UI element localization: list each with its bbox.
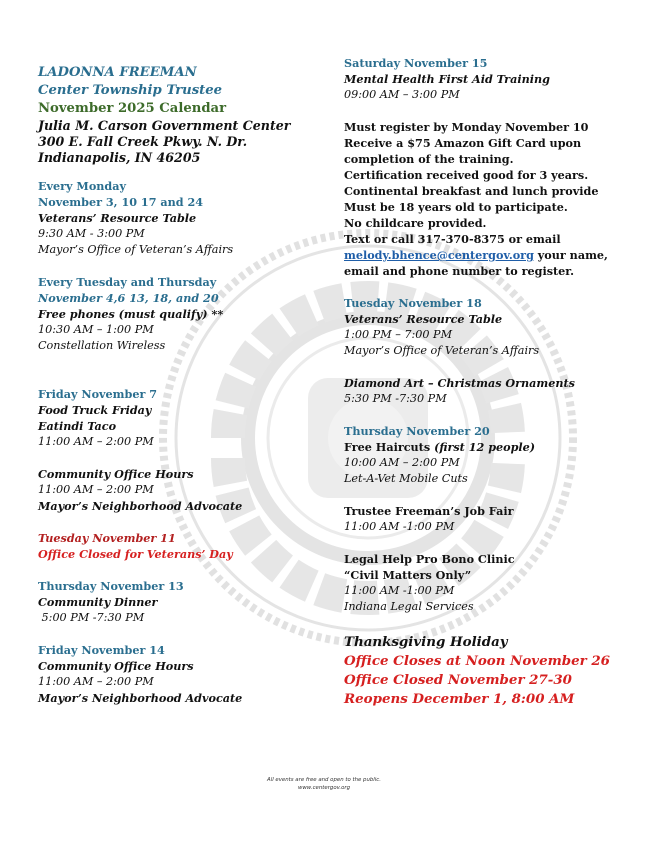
thanksgiving-line-1: Office Closes at Noon November 26 (344, 653, 610, 669)
thanksgiving-line-2: Office Closed November 27-30 (344, 672, 572, 688)
thu13-heading: Thursday November 13 (38, 579, 184, 593)
registration-email-line (344, 247, 634, 263)
left-column (38, 64, 338, 706)
tuethu-heading: Every Tuesday and Thursday (38, 275, 217, 289)
office-hours-time: 11:00 AM – 2:00 PM (38, 483, 154, 496)
tue18-event-title: Veterans’ Resource Table (344, 312, 503, 326)
first-aid-title: Mental Health First Aid Training (344, 72, 550, 86)
thanksgiving-title: Thanksgiving Holiday (344, 634, 508, 650)
diamond-art-title: Diamond Art – Christmas Ornaments (344, 376, 575, 390)
legal-clinic-time: 11:00 AM -1:00 PM (344, 584, 455, 597)
tue18-event-host: Mayor’s Office of Veteran’s Affairs (344, 344, 540, 357)
registration-email-link[interactable]: melody.bhence@centergov.org (344, 248, 534, 262)
job-fair-title: Trustee Freeman’s Job Fair (344, 504, 514, 518)
job-fair-time: 11:00 AM -1:00 PM (344, 520, 455, 533)
legal-clinic-host: Indiana Legal Services (344, 600, 474, 613)
tuethu-event-title: Free phones (must qualify) ** (38, 307, 224, 321)
tuethu-event-host: Constellation Wireless (38, 339, 166, 352)
tue11-heading: Tuesday November 11 (38, 531, 176, 545)
thanksgiving-line-3: Reopens December 1, 8:00 AM (344, 691, 575, 707)
footer-website: www.centergov.org (297, 785, 351, 791)
fri14-event-time: 11:00 AM – 2:00 PM (38, 675, 154, 688)
registration-line: Must be 18 years old to participate. (344, 200, 568, 214)
sat15-heading: Saturday November 15 (344, 56, 488, 70)
office-hours-host: Mayor’s Neighborhood Advocate (38, 499, 243, 513)
haircut-note: (first 12 people) (434, 440, 536, 454)
registration-line: Receive a $75 Amazon Gift Card upon (344, 136, 582, 150)
haircut-host: Let-A-Vet Mobile Cuts (344, 472, 468, 485)
calendar-title: November 2025 Calendar (38, 101, 227, 116)
registration-line: email and phone number to register. (344, 264, 575, 278)
building-name: Julia M. Carson Government Center (38, 118, 291, 133)
registration-info (344, 119, 634, 279)
right-column (344, 55, 634, 709)
tue18-heading: Tuesday November 18 (344, 296, 482, 310)
veterans-day-closure: Office Closed for Veterans’ Day (38, 547, 233, 561)
monday-event-host: Mayor’s Office of Veteran’s Affairs (38, 243, 234, 256)
fri7-heading: Friday November 7 (38, 387, 158, 401)
community-dinner-time: 5:00 PM -7:30 PM (38, 611, 145, 624)
fri14-event-host: Mayor’s Neighborhood Advocate (38, 691, 243, 705)
legal-clinic-title: Legal Help Pro Bono Clinic (344, 552, 515, 566)
thu20-heading: Thursday November 20 (344, 424, 490, 438)
fri7-event-time: 11:00 AM – 2:00 PM (38, 435, 154, 448)
fri14-event-title: Community Office Hours (38, 659, 194, 673)
registration-line: Must register by Monday November 10 (344, 120, 589, 134)
footer-note: All events are free and open to the public. (267, 777, 381, 783)
haircut-title: Free Haircuts (344, 440, 431, 454)
registration-line: completion of the training. (344, 152, 514, 166)
trustee-name: LADONNA FREEMAN (38, 65, 197, 80)
registration-line: Certification received good for 3 years. (344, 168, 589, 182)
monday-dates: November 3, 10 17 and 24 (38, 195, 204, 209)
monday-heading: Every Monday (38, 179, 126, 193)
registration-line: Text or call 317-370-8375 or email (344, 232, 561, 246)
diamond-art-time: 5:30 PM -7:30 PM (344, 392, 447, 405)
city-address: Indianapolis, IN 46205 (38, 150, 201, 165)
registration-email-suffix: your name, (533, 248, 608, 262)
legal-clinic-subtitle: “Civil Matters Only” (344, 568, 472, 582)
fri7-event-title: Food Truck Friday (38, 403, 152, 417)
tue18-event-time: 1:00 PM – 7:00 PM (344, 328, 453, 341)
monday-event-time: 9:30 AM - 3:00 PM (38, 227, 145, 240)
fri7-event-vendor: Eatindi Taco (38, 419, 117, 433)
community-dinner-title: Community Dinner (38, 595, 158, 609)
registration-line: Continental breakfast and lunch provide (344, 184, 599, 198)
fri14-heading: Friday November 14 (38, 643, 165, 657)
monday-event-title: Veterans’ Resource Table (38, 211, 197, 225)
first-aid-time: 09:00 AM – 3:00 PM (344, 88, 460, 101)
registration-line: No childcare provided. (344, 216, 487, 230)
street-address: 300 E. Fall Creek Pkwy. N. Dr. (38, 134, 248, 149)
trustee-office: Center Township Trustee (38, 83, 223, 98)
footer (220, 776, 428, 792)
office-hours-title: Community Office Hours (38, 467, 194, 481)
tuethu-event-time: 10:30 AM – 1:00 PM (38, 323, 154, 336)
haircut-title-line (344, 439, 634, 455)
tuethu-dates: November 4,6 13, 18, and 20 (38, 291, 219, 305)
haircut-time: 10:00 AM – 2:00 PM (344, 456, 460, 469)
